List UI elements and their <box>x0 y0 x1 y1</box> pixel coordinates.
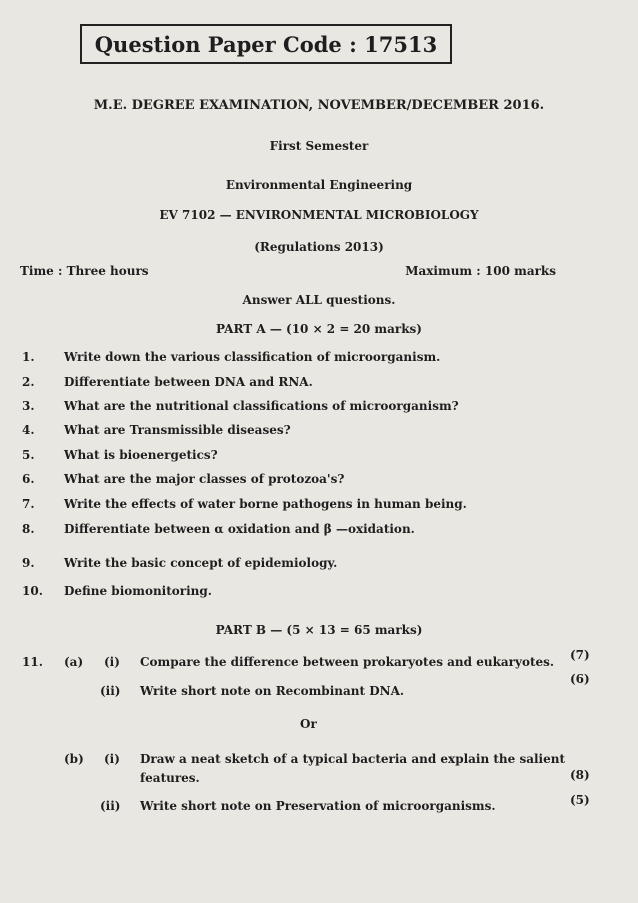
q11-a-ii-label: (ii) <box>100 684 121 698</box>
part-a-question <box>0 584 638 604</box>
question-number: 10. <box>22 584 43 598</box>
question-number: 9. <box>22 556 35 570</box>
question-text: Differentiate between DNA and RNA. <box>64 375 313 389</box>
part-a-question <box>0 522 638 542</box>
part-a-question <box>0 448 638 468</box>
part-a-question <box>0 472 638 492</box>
question-11-number: 11. <box>22 655 43 669</box>
part-a-question <box>0 497 638 517</box>
question-number: 1. <box>22 350 35 364</box>
exam-title: M.E. DEGREE EXAMINATION, NOVEMBER/DECEMBER 2016. <box>93 98 545 113</box>
q11-a-label: (a) <box>64 655 84 669</box>
q11-a-ii-marks: (6) <box>570 672 590 686</box>
part-a-question <box>0 399 638 419</box>
q11-b-ii-label: (ii) <box>100 799 121 813</box>
question-text: What are the nutritional classifications of microorganism? <box>64 399 459 413</box>
question-number: 5. <box>22 448 35 462</box>
part-b-title: PART B — (5 × 13 = 65 marks) <box>215 623 423 637</box>
question-text: Write the effects of water borne pathogens in human being. <box>64 497 467 511</box>
or-separator: Or <box>300 717 317 731</box>
question-number: 8. <box>22 522 35 536</box>
q11-b-ii-text: Write short note on Preservation of microorganisms. <box>140 799 496 813</box>
instruction: Answer ALL questions. <box>242 293 396 307</box>
part-a-question <box>0 423 638 443</box>
q11-a-i-label: (i) <box>104 655 120 669</box>
question-text: Write down the various classification of microorganism. <box>64 350 441 364</box>
question-text: Define biomonitoring. <box>64 584 212 598</box>
time-allowed: Time : Three hours <box>20 264 149 278</box>
semester: First Semester <box>269 139 369 153</box>
regulations: (Regulations 2013) <box>254 240 384 254</box>
q11-a-ii-text: Write short note on Recombinant DNA. <box>140 684 405 698</box>
part-a-question <box>0 350 638 370</box>
q11-b-i-text-line1: Draw a neat sketch of a typical bacteria and explain the salient <box>140 752 566 766</box>
question-text: What are the major classes of protozoa's? <box>64 472 345 486</box>
q11-b-ii-marks: (5) <box>570 793 590 807</box>
question-number: 3. <box>22 399 35 413</box>
question-number: 6. <box>22 472 35 486</box>
q11-b-i-marks: (8) <box>570 768 590 782</box>
subject-title: EV 7102 — ENVIRONMENTAL MICROBIOLOGY <box>159 208 479 222</box>
question-text: What is bioenergetics? <box>64 448 218 462</box>
department: Environmental Engineering <box>225 178 413 192</box>
question-number: 7. <box>22 497 35 511</box>
q11-a-i-marks: (7) <box>570 648 590 662</box>
q11-a-i-text: Compare the difference between prokaryotes and eukaryotes. <box>140 655 555 669</box>
question-text: What are Transmissible diseases? <box>64 423 291 437</box>
maximum-marks: Maximum : 100 marks <box>405 264 556 278</box>
q11-b-i-text-line2: features. <box>140 771 200 785</box>
question-paper-code-box <box>80 24 452 64</box>
question-text: Write the basic concept of epidemiology. <box>64 556 338 570</box>
part-a-title: PART A — (10 × 2 = 20 marks) <box>216 322 422 336</box>
question-number: 2. <box>22 375 35 389</box>
question-text: Differentiate between α oxidation and β —oxidation. <box>64 522 415 536</box>
part-a-question <box>0 556 638 576</box>
q11-b-label: (b) <box>64 752 84 766</box>
question-paper-code: Question Paper Code : 17513 <box>94 31 438 57</box>
q11-b-i-label: (i) <box>104 752 120 766</box>
question-number: 4. <box>22 423 35 437</box>
part-a-question <box>0 375 638 395</box>
